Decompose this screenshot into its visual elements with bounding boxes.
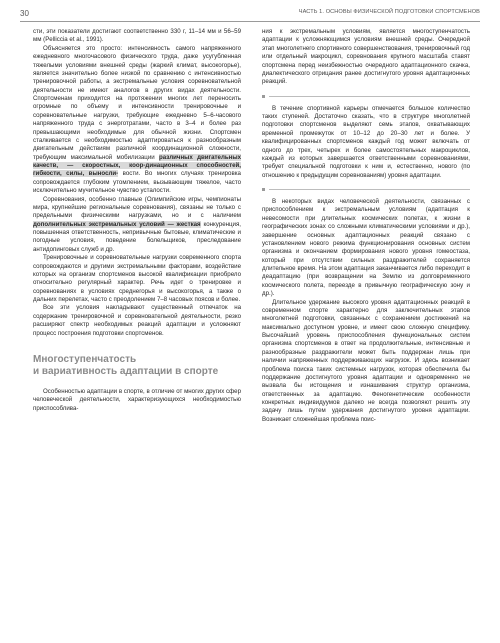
left-column (33, 28, 241, 413)
section-heading-line: Многоступенчатость (33, 353, 137, 365)
divider-line (269, 96, 470, 97)
paragraph-text: вости. Во многих случаях тренировка сопровождается глубоким утомлением, вызывающим тяжелое, часто исключительно мучительное чувство усталости. (33, 170, 241, 195)
paragraph-text: Длительное удержание высокого уровня адаптационных реакций в современном спорте характерно для заключительных этапов многолетней подготовки, связанных с сохранением достижений на максимально доступном уровне, и имеет свою сложную специфику. Высочайший уровень приспособления функциональных систем организма спортсменов в ответ на продолжительные, интенсивные и разнообразные раздражители может быть поддержан лишь при наличии напряженных поддерживающих нагрузок. И здесь возникает проблема поиска таких системных нагрузок, которая обеспечила бы поддержание достигнутого уровня адаптации и одновременно не вызвала бы истощения и изнашивания структур организма, ответственных за адаптацию. Феногенетические особенности конкретных индивидуумов далеко не всегда позволяют решить эту задачу лишь путем удержания достигнутого уровня адаптации. Возникает сложнейшая проблема поис- (262, 298, 470, 423)
paragraph (33, 304, 241, 338)
section-divider (262, 95, 470, 98)
paragraph-text: сти, эти показатели достигают соответственно 330 г, 11–14 мм и 56–59 мм (Pelliccia et al., 1991). (33, 28, 241, 44)
paragraph (33, 388, 241, 413)
section-heading-line: и вариативность адаптации в спорте (33, 365, 219, 377)
paragraph-text: Соревнования, особенно главные (Олимпийские игры, чемпионаты мира, крупнейшие региональные соревнования), связаны не только с предельными физическими нагрузками, но и с наличием (33, 195, 241, 220)
paragraph (262, 299, 470, 425)
paragraph (262, 198, 470, 299)
section-divider (262, 188, 470, 191)
paragraph (33, 196, 241, 255)
right-column (262, 28, 470, 424)
highlighted-text: различных двигательных качеств, — скоростных, коор-динационных способностей, гибкости, силы, выносли- (33, 153, 241, 178)
paragraph-text: В некоторых видах человеческой деятельности, связанных с приспособлением к экстремальным условиям (адаптация к невесомости при длительных космических полетах, к жизни в географических зонах со сложными климатическими условиями и др.), завершение основных адаптационных реакций связано с установлением нового режима функционирования основных систем организма и окончанием формирования нового уровня гомеостаза, который при отсутствии сильных раздражителей сохраняется длительное время. На этом адаптация заканчивается либо переходит в деадаптацию (при возвращении на Землю из долговременного космического полета, переезде в привычную географическую зону и др.). (262, 198, 470, 298)
paragraph-text: ния к экстремальным условиям, является многоступенчатость адаптации к усложняющимся условиям внешней среды. Очередной этап многолетнего спортивного совершенствования, тренировочный год или отдельный макроцикл, соревнования крупного масштаба ставят спортсмена перед неизбежностью очередного адаптационного скачка, диалектического отрицания ранее достигнутого уровня адаптационных реакций. (262, 28, 470, 86)
section-heading (33, 354, 241, 378)
divider-square-icon (262, 188, 265, 191)
header-rule (20, 21, 480, 22)
paragraph (262, 28, 470, 87)
paragraph-text: Объясняется это просто: интенсивность самого напряженного ежедневного многочасового физического труда, даже усугубленная тяжелыми условиями внешней среды (жаркий климат, высокогорье), является значительно более низкой по сравнению с интенсивностью тренировочной работы, а экстремальные условия соревновательной деятельности не имеют аналогов в других видах деятельности. Спортсменам приходится на протяжении многих лет переносить огромные по объему и интенсивности тренировочные и соревновательные нагрузки, требующие ежедневно 5–6-часового напряженного труда с энерготратами, часто в 3–4 и более раз превышающими необходимые для обычной жизни. Спортсмен сталкивается с необходимостью адаптироваться к разнообразным двигательным действиям различной координационной сложности, требующим максимальной мобилизации (33, 44, 241, 161)
paragraph-text: Особенностью адаптации в спорте, в отличие от многих других сфер человеческой деятельности, характеризующихся необходимостью приспособлива- (33, 387, 241, 412)
paragraph (33, 45, 241, 196)
paragraph-text: Все эти условия накладывают существенный отпечаток на содержание тренировочной и соревновательной деятельности, резко расширяют спектр необходимых реакций адаптации и усложняют процесс построения подготовки спортсменов. (33, 304, 241, 337)
paragraph-text: Тренировочные и соревновательные нагрузки современного спорта сопровождаются и другими экстремальными факторами, воздействие которых на организм спортсменов высокой квалификации приобрело относительно регулярный характер. Речь идет о тренировке и соревнованиях в условиях среднегорья и высокогорья, а также о дальних перелетах, часто с преодолением 7–8 часовых поясов и более. (33, 254, 241, 303)
divider-square-icon (262, 95, 265, 98)
paragraph-text: В течение спортивной карьеры отмечается большое количество таких ступеней. Достаточно сказать, что в структуре многолетней подготовки спортсменов выделяют семь этапов, охватывающих временной промежуток от 10–12 до 20–30 лет и более. У квалифицированных спортсменов каждый год может включать от одного до трех, четырех и более самостоятельных макроциклов, каждый из которых завершается ответственными соревнованиями, требует специальной подготовки к ним и, естественно, нового (по отношению к предыдущим соревнованиям) уровня адаптации. (262, 104, 470, 179)
paragraph (33, 254, 241, 304)
paragraph-text: конкуренция, повышенная ответственность, непривычные бытовые, климатические и погодные условия, поведение болельщиков, преследование антидопинговых служб и др. (33, 220, 241, 253)
running-header: ЧАСТЬ 1. ОСНОВЫ ФИЗИЧЕСКОЙ ПОДГОТОВКИ СПОРТСМЕНОВ (298, 9, 480, 15)
paragraph (262, 105, 470, 180)
highlighted-text: дополнительных экстремальных условий — жесткая (33, 220, 201, 228)
paragraph (33, 28, 241, 45)
page-number: 30 (20, 9, 29, 18)
divider-line (269, 189, 470, 190)
